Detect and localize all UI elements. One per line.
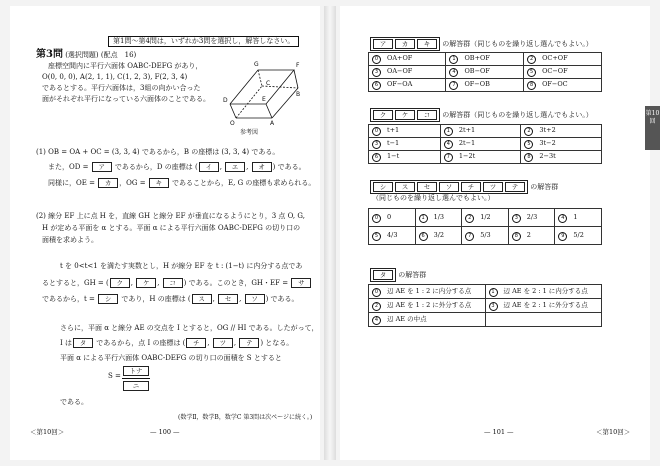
answer-box-o[interactable]: オ xyxy=(252,162,272,172)
g2-box-ku: ク xyxy=(373,110,393,120)
part2-more: さらに，平面 α と線分 AE の交点を I とすると，OG // HI である。したがって， xyxy=(60,324,319,332)
g3-cell: 0 0 xyxy=(369,209,416,227)
table-row xyxy=(369,299,602,313)
g3-cell: 3 2/3 xyxy=(508,209,555,227)
i-text-c: ) となる。 xyxy=(260,339,294,347)
g2-cell-text: 2−3t xyxy=(539,152,556,160)
group4-title: の解答群 xyxy=(398,271,427,279)
group3-title: の解答群 xyxy=(530,183,559,191)
g3-cell: 6 3/2 xyxy=(415,227,462,245)
g3-cell: 7 5/3 xyxy=(462,227,509,245)
answer-box-shi[interactable]: シ xyxy=(98,294,118,304)
h-text-b: であり，H の座標は ( xyxy=(119,295,191,303)
g3-box-te: テ xyxy=(505,182,525,192)
label-G: G xyxy=(254,61,259,68)
h-text-a: であるから，t = xyxy=(42,295,98,303)
g3-cell: 1 1/3 xyxy=(415,209,462,227)
group2-heading xyxy=(370,108,593,122)
part2-line3: 面積を求めよう。 xyxy=(42,236,98,244)
answer-box-tona[interactable]: トナ xyxy=(123,366,149,376)
part1-text: OB = OA + OC = (3, 3, 4) であるから，B の座標は (3, 3, 4) である。 xyxy=(48,148,280,156)
intro-line-1: 座標空間内に平行六面体 OABC-DEFG があり， xyxy=(48,62,203,70)
g4-cell: 0 辺 AE を 1 : 2 に内分する点 xyxy=(369,285,486,299)
parallelepiped-figure xyxy=(218,56,302,126)
answer-box-ku[interactable]: ク xyxy=(110,278,130,288)
group2-title: の解答群（同じものを繰り返し選んでもよい。） xyxy=(442,111,593,119)
continue-note: (数学Ⅱ，数学B，数学C 第3問は次ページに続く。) xyxy=(178,414,313,421)
g4-cell xyxy=(485,313,602,327)
g1-box-a: ア xyxy=(373,39,393,49)
g1-cell: 5 OC−OF xyxy=(524,66,602,79)
answer-box-ko[interactable]: コ xyxy=(163,278,183,288)
table-row xyxy=(369,285,602,299)
intro-line-3: であるとする。平行六面体は，3組の向かい合った xyxy=(42,84,201,92)
part2-area: 平面 α による平行六面体 OABC-DEFG の切り口の面積を S とすると xyxy=(60,354,282,362)
table-row xyxy=(369,125,602,138)
g2-cell-text: t+1 xyxy=(387,126,400,134)
g3-cell-text: 2/3 xyxy=(526,212,538,221)
answer-box-e[interactable]: エ xyxy=(225,162,245,172)
g1-cell: 0 OA+OF xyxy=(369,53,446,66)
answer-box-se[interactable]: セ xyxy=(218,294,238,304)
part2-line2: H が定める平面を α とする。平面 α による平行六面体 OABC-DEFG の切り口の xyxy=(42,224,301,232)
group4-heading xyxy=(370,268,426,282)
footer-right-label: ＜第10回＞ xyxy=(596,428,631,436)
g1-cell-text: OA+OF xyxy=(387,54,413,62)
footer-page-100: — 100 — xyxy=(150,428,180,436)
gh-text-a: るとすると，GH = ( xyxy=(42,279,109,287)
g4-box-ta: タ xyxy=(373,270,393,280)
g3-box-chi: チ xyxy=(461,182,481,192)
g1-cell-text: OF−OB xyxy=(464,80,490,88)
g2-cell: 6 1−t xyxy=(369,151,441,164)
de-aru: である。 xyxy=(60,398,88,406)
g1-cell: 7 OF−OB xyxy=(446,79,524,92)
g3-cell-text: 1/2 xyxy=(480,212,491,221)
answer-box-te[interactable]: テ xyxy=(239,338,259,348)
g4-cell: 1 辺 AE を 2 : 1 に内分する点 xyxy=(485,285,602,299)
part1-line2-text-a: また，OD = xyxy=(48,163,91,171)
part1-line2: また，OD = ア であるから，D の座標は ( イ , エ , オ ) である。 xyxy=(48,163,306,171)
answer-box-ka[interactable]: カ xyxy=(98,178,118,188)
g2-cell: 7 1−2t xyxy=(440,151,521,164)
label-E: E xyxy=(262,96,266,103)
answer-box-ni[interactable]: ニ xyxy=(123,381,149,391)
g3-cell-text: 2 xyxy=(526,230,531,239)
instruction-box: 第1問～第4問は，いずれか3問を選択し，解答しなさい。 xyxy=(108,36,299,47)
g1-cell-text: OB−OF xyxy=(464,67,490,75)
g3-cell-text: 5/2 xyxy=(573,230,584,239)
g2-cell: 4 2t−1 xyxy=(440,138,521,151)
g2-cell-text: 2t+1 xyxy=(458,126,476,134)
g1-cell-text: OC+OF xyxy=(542,54,568,62)
answer-box-ta[interactable]: タ xyxy=(73,338,93,348)
g3-cell: 9 5/2 xyxy=(555,227,602,245)
label-A: A xyxy=(270,120,275,126)
g2-cell-text: 3t+2 xyxy=(539,126,556,134)
g4-cell-text: 辺 AE を 2 : 1 に外分する点 xyxy=(503,301,588,309)
part1-line3-text-b: ，OG = xyxy=(119,179,148,187)
g4-cell: 3 辺 AE を 2 : 1 に外分する点 xyxy=(485,299,602,313)
g1-cell: 3 OA−OF xyxy=(369,66,446,79)
g1-box-ka: カ xyxy=(395,39,415,49)
group3-table xyxy=(368,208,602,245)
table-row xyxy=(369,53,602,66)
g3-box-se: セ xyxy=(417,182,437,192)
table-row xyxy=(369,151,602,164)
table-row xyxy=(369,138,602,151)
footer-page-101: — 101 — xyxy=(484,428,514,436)
gh-text-b: ) である。このとき，GH・EF = xyxy=(183,279,291,287)
table-row xyxy=(369,227,602,245)
g3-cell-text: 1 xyxy=(573,212,578,221)
g1-cell: 4 OB−OF xyxy=(446,66,524,79)
question-points: (配点 16) xyxy=(100,51,137,59)
answer-box-su[interactable]: ス xyxy=(192,294,212,304)
i-text-a: I は xyxy=(60,339,72,347)
part1-label: (1) xyxy=(36,148,46,156)
intro-line-2: O(0, 0, 0), A(2, 1, 1), C(1, 2, 3), F(2, 3, 4) xyxy=(42,73,188,81)
g3-box-su: ス xyxy=(395,182,415,192)
group1-boxes xyxy=(370,37,440,51)
g3-cell: 5 4/3 xyxy=(369,227,416,245)
g2-cell-text: t−1 xyxy=(387,139,400,147)
group1-table xyxy=(368,52,602,92)
label-F: F xyxy=(296,62,300,69)
intro-line-4: 面がそれぞれ平行になっている六面体のことである。 xyxy=(42,95,210,103)
g3-box-so: ソ xyxy=(439,182,459,192)
part1-line2-text-c: ) である。 xyxy=(272,163,306,171)
g1-cell: 2 OC+OF xyxy=(524,53,602,66)
g3-cell-text: 3/2 xyxy=(433,230,445,239)
g2-cell: 1 2t+1 xyxy=(440,125,521,138)
label-O: O xyxy=(230,120,235,126)
group1-heading xyxy=(370,37,593,51)
answer-box-i[interactable]: イ xyxy=(199,162,219,172)
side-tab[interactable]: 第10回 xyxy=(645,106,660,150)
g3-cell: 4 1 xyxy=(555,209,602,227)
answer-box-chi[interactable]: チ xyxy=(186,338,206,348)
g4-cell-text: 辺 AE を 1 : 2 に外分する点 xyxy=(387,301,472,309)
g2-cell: 8 2−3t xyxy=(521,151,602,164)
g1-cell-text: OA−OF xyxy=(387,67,413,75)
table-row xyxy=(369,79,602,92)
footer-left-label: ＜第10回＞ xyxy=(30,428,65,436)
part1-line3-text-a: 同様に，OE = xyxy=(48,179,98,187)
table-row xyxy=(369,66,602,79)
g3-cell-text: 4/3 xyxy=(387,230,398,239)
table-row xyxy=(369,313,602,327)
group4-table xyxy=(368,284,602,327)
s-label: S = xyxy=(108,372,121,380)
part2-label: (2) xyxy=(36,212,46,220)
g2-cell: 3 t−1 xyxy=(369,138,441,151)
answer-box-sa[interactable]: サ xyxy=(291,278,311,288)
question-note: (選択問題) xyxy=(65,51,99,59)
part1-line3 xyxy=(48,178,315,188)
g2-cell-text: 1−2t xyxy=(458,152,476,160)
question-title: 第3問 xyxy=(36,49,63,60)
group3-subtitle: （同じものを繰り返し選んでもよい。） xyxy=(372,194,495,202)
g4-cell-text: 辺 AE を 1 : 2 に内分する点 xyxy=(387,287,472,295)
h-text-c: ) である。 xyxy=(265,295,299,303)
g2-cell-text: 1−t xyxy=(387,152,400,160)
g1-cell: 8 OF−OC xyxy=(524,79,602,92)
g4-cell: 2 辺 AE を 1 : 2 に外分する点 xyxy=(369,299,486,313)
answer-box-a[interactable]: ア xyxy=(92,162,112,172)
label-D: D xyxy=(223,97,228,104)
group3-boxes xyxy=(370,180,528,194)
g1-cell-text: OB+OF xyxy=(464,54,490,62)
g1-cell-text: OC−OF xyxy=(542,67,568,75)
g3-cell-text: 0 xyxy=(387,212,392,221)
answer-box-ki[interactable]: キ xyxy=(149,178,169,188)
part2-gh-line: るとすると，GH = ( ク , ケ , コ ) である。このとき，GH・EF = サ xyxy=(42,278,312,288)
group2-table xyxy=(368,124,602,164)
g2-cell: 5 3t−2 xyxy=(521,138,602,151)
g2-box-ko: コ xyxy=(417,110,437,120)
s-fraction xyxy=(122,366,150,391)
g1-box-ki: キ xyxy=(417,39,437,49)
group1-title: の解答群（同じものを繰り返し選んでもよい。） xyxy=(442,40,593,48)
group4-boxes xyxy=(370,268,396,282)
part2-t-line: t を 0<t<1 を満たす実数とし，H が線分 EF を t : (1−t) に内分する点であ xyxy=(60,262,303,270)
group3-heading xyxy=(370,180,558,194)
g2-cell: 0 t+1 xyxy=(369,125,441,138)
table-row xyxy=(369,209,602,227)
g3-box-shi: シ xyxy=(373,182,393,192)
i-text-b: であるから，点 I の座標は ( xyxy=(94,339,186,347)
g2-cell-text: 3t−2 xyxy=(539,139,556,147)
g3-box-tsu: ツ xyxy=(483,182,503,192)
g4-cell: 4 辺 AE の中点 xyxy=(369,313,486,327)
g2-cell-text: 2t−1 xyxy=(458,139,476,147)
g2-cell: 2 3t+2 xyxy=(521,125,602,138)
g4-cell-text: 辺 AE を 2 : 1 に内分する点 xyxy=(503,287,588,295)
label-C: C xyxy=(266,80,271,87)
part1-line1 xyxy=(36,148,279,157)
figure-caption: 参考図 xyxy=(240,129,259,136)
g3-cell: 8 2 xyxy=(508,227,555,245)
part2-line1 xyxy=(36,212,305,221)
g1-cell-text: OF−OA xyxy=(387,80,413,88)
g1-cell-text: OF−OC xyxy=(542,80,568,88)
part2-h-line: であるから，t = シ であり，H の座標は ( ス , セ , ソ ) である。 xyxy=(42,295,299,303)
part2-i-line: I は タ であるから，点 I の座標は ( チ , ツ , テ ) となる。 xyxy=(60,339,294,347)
part2-text-1: 線分 EF 上に点 H を，直線 GH と線分 EF が垂直になるようにとり，3 点 O, G, xyxy=(48,212,305,220)
question-heading xyxy=(36,50,136,60)
g2-box-ke: ケ xyxy=(395,110,415,120)
answer-box-ke[interactable]: ケ xyxy=(136,278,156,288)
book-gutter xyxy=(324,6,336,460)
g4-cell-text: 辺 AE の中点 xyxy=(387,315,427,323)
part1-line3-text-c: であることから，E, G の座標も求められる。 xyxy=(169,179,316,187)
part1-line2-text-b: であるから，D の座標は ( xyxy=(112,163,198,171)
g1-cell: 1 OB+OF xyxy=(446,53,524,66)
g1-cell: 6 OF−OA xyxy=(369,79,446,92)
answer-box-so[interactable]: ソ xyxy=(245,294,265,304)
label-B: B xyxy=(296,91,301,98)
answer-box-tsu[interactable]: ツ xyxy=(213,338,233,348)
group2-boxes xyxy=(370,108,440,122)
g3-cell: 2 1/2 xyxy=(462,209,509,227)
g3-cell-text: 1/3 xyxy=(433,212,445,221)
g3-cell-text: 5/3 xyxy=(480,230,491,239)
